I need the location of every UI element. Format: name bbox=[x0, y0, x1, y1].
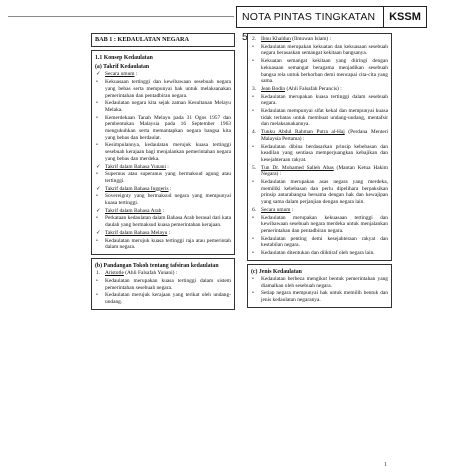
bullet-icon: • bbox=[252, 214, 254, 221]
list-item bbox=[95, 230, 231, 237]
item-rest: Kedaulatan merupakan asas negara yang merdeka, memiliki kebebasan dan perlu dipelihara berpaksikan prinsip antarabangsa bersama dengan hak dan kewajipan yang sama dalam perjanjian dengan negara lain. bbox=[261, 179, 388, 206]
item-rest: (Mantan Ketua Hakim Negara) : bbox=[261, 164, 388, 178]
item-rest: Kedaulatan merupakan kekuatan dan kekuasaan sesebuah negara berasaskan semangat kekitaan bangsanya. bbox=[261, 43, 388, 57]
item-rest: : bbox=[161, 207, 165, 214]
item-number: 5. bbox=[252, 164, 257, 171]
item-text bbox=[105, 193, 231, 206]
item-text bbox=[261, 94, 388, 107]
list-tokoh-left bbox=[95, 270, 231, 306]
item-number: 1. bbox=[96, 270, 101, 277]
item-rest: Kedaulatan merupakan kuasa tertinggi dalam sistem pemerintahan sesebuah negara. bbox=[105, 277, 231, 291]
checkmark-icon: ✓ bbox=[96, 71, 101, 78]
item-rest: : bbox=[167, 229, 171, 236]
item-text bbox=[261, 236, 388, 249]
item-text bbox=[261, 129, 388, 142]
item-rest: : bbox=[290, 206, 294, 213]
subsection-title-c: (c) Jenis Kedaulatan bbox=[251, 268, 302, 275]
chapter-box bbox=[91, 33, 235, 47]
list-item bbox=[251, 144, 388, 164]
bullet-icon: • bbox=[96, 292, 98, 299]
list-item bbox=[95, 278, 231, 291]
item-text bbox=[105, 215, 231, 228]
bullet-icon: • bbox=[252, 250, 254, 257]
item-rest: Setiap negara mempunyai hak untuk memilih bentuk dan jenis kedaulatan negaranya. bbox=[261, 290, 388, 304]
section-box-c bbox=[247, 264, 392, 308]
bullet-icon: • bbox=[96, 237, 98, 244]
section-title: 1.1 Konsep Kedaulatan bbox=[95, 55, 153, 61]
checkmark-icon: ✓ bbox=[96, 185, 101, 192]
checkmark-icon: ✓ bbox=[96, 229, 101, 236]
item-lead: Takrif dalam Bahasa Yunani bbox=[105, 163, 166, 170]
item-rest: : bbox=[165, 163, 169, 170]
bullet-icon: • bbox=[252, 179, 254, 186]
item-text bbox=[105, 164, 231, 171]
item-rest: Kesimpulannya, kedaulatan merujuk kuasa tertinggi sesebuah kerajaan bagi menjalankan pemerintahan negara yang bebas dan merdeka. bbox=[105, 142, 231, 162]
header-brand: KSSM bbox=[383, 6, 427, 28]
subsection-title-a: (a) Takrif Kedaulatan bbox=[95, 64, 150, 71]
item-rest: Kemerdekaan Tanah Melayu pada 31 Ogos 1957 dan pembentukan Malaysia pada 16 September 1963 mengukuhkan serta memantapkan negara bangsa kita yang bebas dan berdaulat. bbox=[105, 114, 231, 141]
item-number: 2. bbox=[252, 36, 257, 42]
item-rest: Sovereignty yang bermaksud negara yang mempunyai kuasa tertinggi. bbox=[105, 193, 231, 207]
list-item bbox=[251, 94, 388, 107]
item-text bbox=[105, 115, 231, 142]
item-text bbox=[105, 278, 231, 291]
item-number: 6. bbox=[252, 206, 257, 213]
bullet-icon: • bbox=[252, 58, 254, 65]
list-item bbox=[95, 115, 231, 142]
item-text bbox=[261, 179, 388, 206]
page-number: 1 bbox=[384, 462, 387, 468]
item-lead: Tun Dr. Mohamed Salleh Abas bbox=[261, 164, 334, 171]
bullet-icon: • bbox=[96, 114, 98, 121]
item-text bbox=[261, 36, 388, 43]
item-rest: : bbox=[168, 185, 172, 192]
item-lead: Secara umum bbox=[105, 71, 135, 78]
item-text bbox=[105, 71, 231, 78]
item-lead: Takrif dalam Bahasa Melayu bbox=[105, 229, 168, 236]
item-text bbox=[261, 86, 388, 93]
list-item bbox=[95, 238, 231, 251]
bullet-icon: • bbox=[252, 143, 254, 150]
list-item bbox=[95, 100, 231, 113]
list-item bbox=[95, 292, 231, 305]
list-item bbox=[95, 142, 231, 162]
list-item bbox=[251, 36, 388, 43]
item-rest: : bbox=[134, 71, 138, 78]
item-lead: Jean Bodin bbox=[261, 85, 286, 92]
item-text bbox=[261, 215, 388, 235]
bullet-icon: • bbox=[96, 142, 98, 149]
item-rest: Kedaulatan mempunyai sifat kekal dan mempunyai kuasa tidak terbatas untuk membuat undang-undang, mentafsir dan melaksanakannya. bbox=[261, 108, 388, 128]
item-rest: Kedaulatan merupakan kekuasaan tertinggi dan kewibawaan sesebuah negara merdeka untuk menjalankan pemerintahan dan pentadbiran negara. bbox=[261, 214, 388, 234]
list-item bbox=[251, 129, 388, 142]
list-item bbox=[251, 108, 388, 128]
list-item bbox=[95, 186, 231, 193]
item-text bbox=[261, 290, 388, 303]
item-text bbox=[261, 58, 388, 85]
list-item bbox=[95, 270, 231, 277]
list-item bbox=[251, 165, 388, 178]
list-item bbox=[95, 71, 231, 78]
item-rest: Perkataan kedaulatan dalam Bahasa Arab berasal dari kata daulah yang bermaksud kuasa pemerintahan kerajaan. bbox=[105, 215, 231, 229]
list-item bbox=[251, 276, 388, 289]
item-lead: Ibnu Khaldun bbox=[261, 36, 291, 42]
item-rest: Kedaulatan merujuk kerajaan yang terikat oleh undang-undang. bbox=[105, 292, 231, 305]
item-text bbox=[105, 100, 231, 113]
bullet-icon: • bbox=[96, 100, 98, 107]
item-text bbox=[105, 292, 231, 305]
item-text bbox=[105, 142, 231, 162]
item-text bbox=[261, 207, 388, 214]
list-item bbox=[95, 79, 231, 99]
item-text bbox=[261, 165, 388, 178]
chapter-title: BAB 1 : KEDAULATAN NEGARA bbox=[95, 36, 189, 43]
bullet-icon: • bbox=[252, 93, 254, 100]
section-box-tokoh bbox=[247, 33, 392, 261]
item-number: 4. bbox=[252, 129, 257, 136]
list-item bbox=[251, 290, 388, 303]
item-rest: (Perdana Menteri Malaysia Pertama) : bbox=[261, 129, 388, 142]
bullet-icon: • bbox=[96, 171, 98, 178]
item-lead: Secara umum bbox=[261, 206, 291, 213]
list-item bbox=[95, 208, 231, 215]
item-text bbox=[261, 276, 388, 289]
right-column bbox=[247, 33, 392, 308]
item-rest: (Ilmuwan Islam) : bbox=[290, 36, 332, 42]
item-lead: Takrif dalam Bahasa Inggeris bbox=[105, 185, 169, 192]
list-item bbox=[95, 193, 231, 206]
left-column bbox=[91, 33, 235, 310]
item-rest: Kedaulatan merupakan kuasa tertinggi dalam sesebuah negara. bbox=[261, 93, 388, 107]
item-text bbox=[105, 238, 231, 251]
list-item bbox=[251, 215, 388, 235]
item-text bbox=[105, 79, 231, 99]
item-rest: Kekuasaan tertinggi dan kewibawaan sesebuah negara yang bebas serta mempunyai hak untuk melaksanakan pemerintahan dan pentadbiran negara. bbox=[105, 79, 231, 99]
item-rest: (Ahli Falsafah Yunani) : bbox=[123, 270, 178, 277]
list-item bbox=[251, 236, 388, 249]
item-text bbox=[261, 44, 388, 57]
subsection-title-b: (b) Pandangan Tokoh tentang tafsiran kedaulatan bbox=[95, 262, 219, 269]
item-rest: Kedaulatan dibina berdasarkan prinsip kebebasan dan keadilan yang sentiasa memperjuangkan kebajikan dan kesejahteraan rakyat. bbox=[261, 143, 388, 163]
bullet-icon: • bbox=[96, 79, 98, 86]
item-text bbox=[261, 108, 388, 128]
bullet-icon: • bbox=[252, 108, 254, 115]
item-text bbox=[261, 144, 388, 164]
bullet-icon: • bbox=[96, 193, 98, 200]
list-item bbox=[251, 250, 388, 257]
item-rest: Kedaulatan negara kita sejak zaman Kesultanan Melayu Melaka. bbox=[105, 100, 231, 113]
list-item bbox=[95, 171, 231, 184]
item-text bbox=[105, 186, 231, 193]
bullet-icon: • bbox=[96, 277, 98, 284]
list-item bbox=[251, 58, 388, 85]
item-text bbox=[261, 250, 388, 257]
list-item bbox=[251, 179, 388, 206]
header-rule bbox=[8, 16, 234, 17]
item-rest: Kedaulatan berbeza mengikut bentuk pemerintahan yang diamalkan oleh sesebuah negara. bbox=[261, 276, 388, 289]
item-rest: (Ahli Falsafah Perancis) : bbox=[285, 85, 342, 92]
bullet-icon: • bbox=[96, 215, 98, 222]
item-text bbox=[105, 230, 231, 237]
header-title: NOTA PINTAS TINGKATAN 5 bbox=[236, 6, 383, 28]
section-box-a bbox=[91, 50, 235, 255]
list-jenis bbox=[251, 276, 388, 304]
bullet-icon: • bbox=[252, 43, 254, 50]
section-box-b bbox=[91, 258, 235, 310]
list-item bbox=[251, 207, 388, 214]
list-item bbox=[251, 86, 388, 93]
item-rest: Kekuatan semangat kekitaan yang diiringi dengan kekuasaan semangat beragama menjadikan sesebuah bangsa rela untuk berkorban demi mencapai cita-cita yang sama. bbox=[261, 58, 388, 85]
bullet-icon: • bbox=[252, 235, 254, 242]
item-rest: Supernus atau superanus yang bermaksud agung atau tertinggi. bbox=[105, 171, 231, 184]
list-item bbox=[95, 164, 231, 171]
item-text bbox=[105, 270, 231, 277]
bullet-icon: • bbox=[252, 276, 254, 282]
list-item bbox=[95, 215, 231, 228]
checkmark-icon: ✓ bbox=[96, 163, 101, 170]
list-tokoh-right bbox=[251, 36, 388, 257]
item-rest: Kedaulatan merujuk kuasa tertinggi raja atau pemerintah dalam negara. bbox=[105, 237, 231, 251]
item-lead: Aristotle bbox=[105, 270, 124, 277]
item-lead: Tunku Abdul Rahman Putra al-Haj bbox=[261, 129, 345, 136]
item-text bbox=[105, 208, 231, 215]
item-text bbox=[105, 171, 231, 184]
item-rest: Kedaulatan penting demi kesejahteraan rakyat dan kestabilan negara. bbox=[261, 235, 388, 249]
checkmark-icon: ✓ bbox=[96, 207, 101, 214]
list-takrif bbox=[95, 71, 231, 251]
item-rest: Kedaulatan ditentukan dan diiktiraf oleh negara lain. bbox=[261, 250, 375, 257]
item-lead: Takrif dalam Bahasa Arab bbox=[105, 207, 162, 214]
list-item bbox=[251, 44, 388, 57]
bullet-icon: • bbox=[252, 290, 254, 297]
item-number: 3. bbox=[252, 85, 257, 92]
